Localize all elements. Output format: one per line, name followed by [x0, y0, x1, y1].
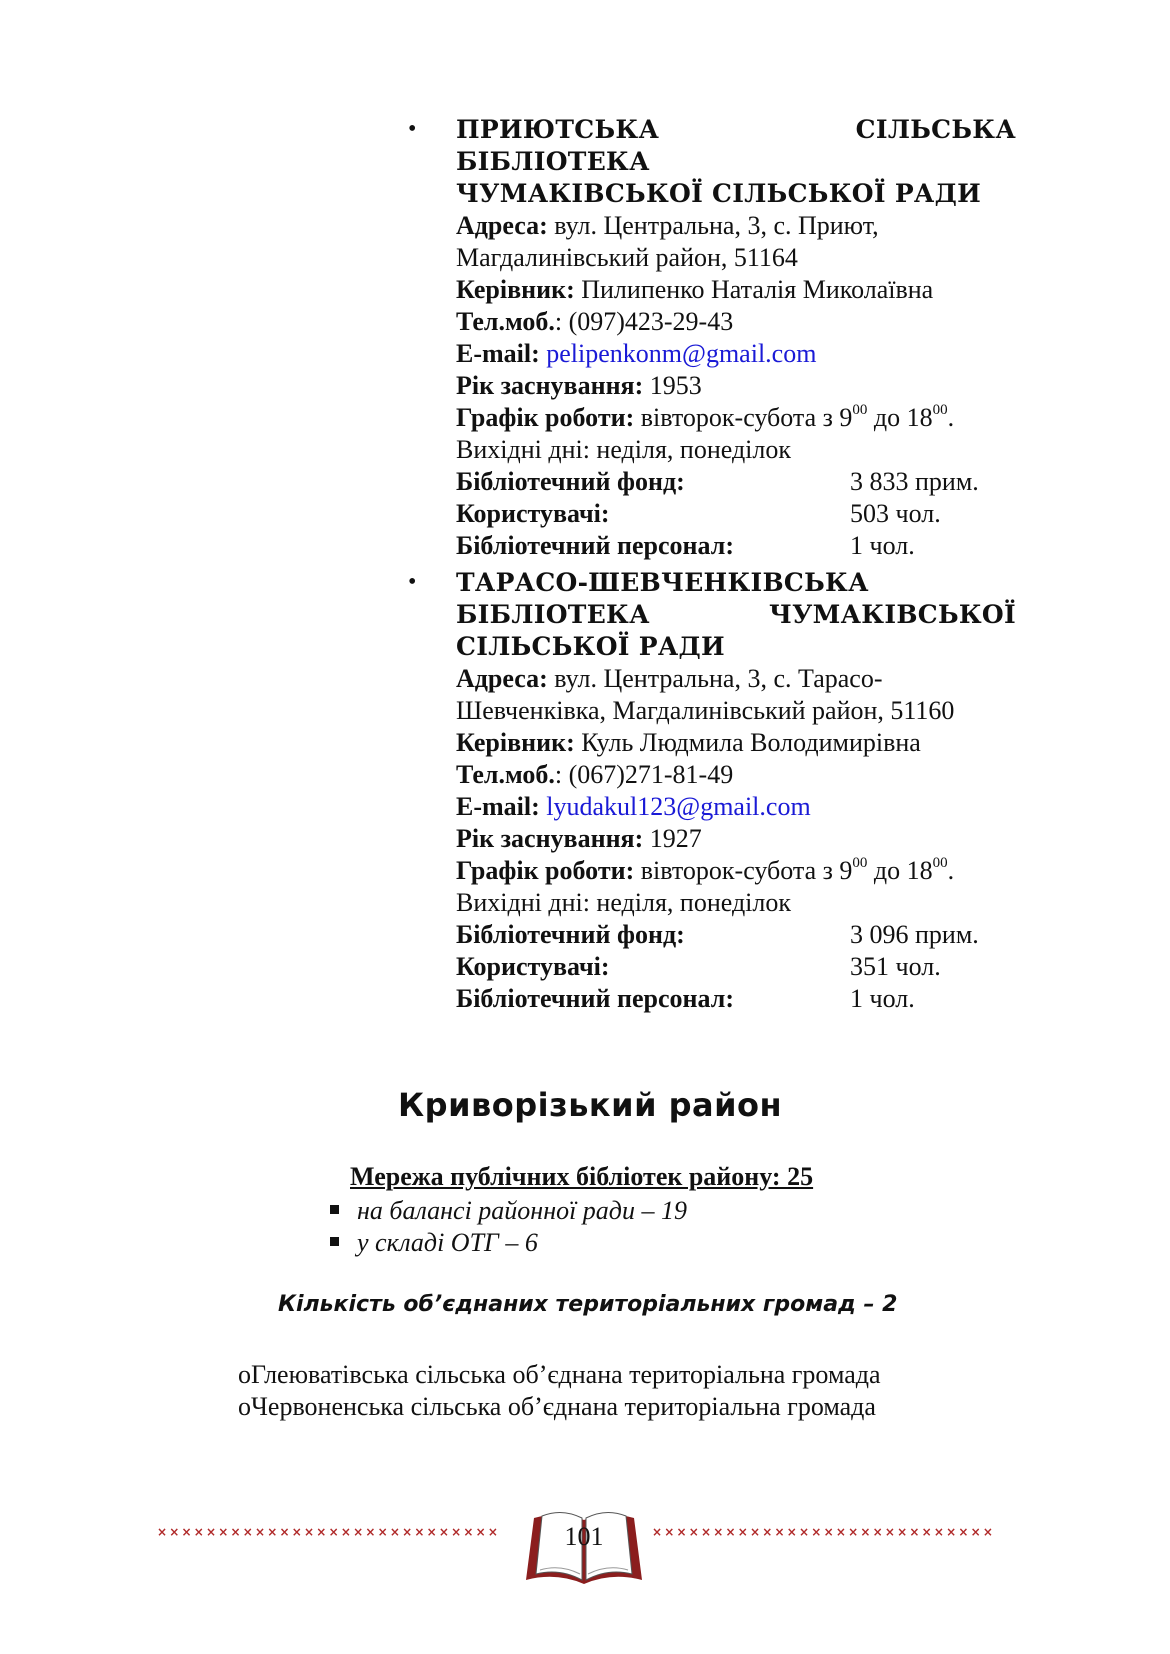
address-line-2: Шевченківка, Магдалинівський район, 51160	[456, 696, 955, 725]
stat-row: Користувачі: 351 чол.	[456, 952, 941, 981]
head-line: Керівник: Пилипенко Наталія Миколаївна	[456, 275, 934, 304]
footer-ornament-right: ××××××××××××××××××××××××××××	[652, 1525, 996, 1539]
address-line: Адреса: вул. Центральна, 3, с. Тарасо-	[456, 664, 883, 693]
title-line: ЧУМАКІВСЬКОЇ СІЛЬСЬКОЇ РАДИ	[456, 179, 982, 208]
network-item: на балансі районної ради – 19	[330, 1196, 687, 1226]
head-line: Керівник: Куль Людмила Володимирівна	[456, 728, 921, 757]
email-line: E-mail: lyudakul123@gmail.com	[456, 792, 811, 821]
stat-row: Бібліотечний фонд: 3 096 прим.	[456, 920, 979, 949]
page-number: 101	[564, 1522, 604, 1551]
days-off-line: Вихідні дні: неділя, понеділок	[456, 888, 792, 917]
bullet-icon: •	[408, 116, 417, 142]
schedule-line: Графік роботи: вівторок-субота з $9^{00}$ до $18^{00}$.	[456, 855, 955, 885]
stat-row: Бібліотечний персонал: 1 чол.	[456, 984, 915, 1013]
communities-count: Кількість об’єднаних територіальних громад – 2	[278, 1292, 898, 1317]
circle-bullet-icon: o	[238, 1360, 251, 1389]
library-entry-2	[408, 567, 1016, 1015]
bullet-icon: •	[408, 569, 417, 595]
email-link[interactable]: lyudakul123@gmail.com	[546, 792, 811, 821]
stat-row: Користувачі: 503 чол.	[456, 499, 941, 528]
community-item: oГлеюватівська сільська об’єднана територіальна громада	[238, 1360, 881, 1389]
network-title: Мережа публічних бібліотек району: 25	[350, 1162, 814, 1191]
email-line: E-mail: pelipenkonm@gmail.com	[456, 339, 817, 368]
title-line: БІБЛІОТЕКА ЧУМАКІВСЬКОЇ	[456, 600, 1016, 629]
phone-line: Тел.моб.: (067)271-81-49	[456, 760, 734, 789]
network-item: у складі ОТГ – 6	[330, 1228, 538, 1258]
phone-line: Тел.моб.: (097)423-29-43	[456, 307, 734, 336]
library-title	[456, 567, 1016, 663]
title-line: ТАРАСО-ШЕВЧЕНКІВСЬКА	[456, 568, 869, 597]
email-link[interactable]: pelipenkonm@gmail.com	[546, 339, 817, 368]
title-line: СІЛЬСЬКОЇ РАДИ	[456, 632, 725, 661]
schedule-line: Графік роботи: вівторок-субота з $9^{00}$ до $18^{00}$.	[456, 402, 955, 432]
square-bullet-icon	[330, 1237, 339, 1246]
days-off-line: Вихідні дні: неділя, понеділок	[456, 435, 792, 464]
founded-line: Рік заснування: 1927	[456, 824, 702, 853]
founded-line: Рік заснування: 1953	[456, 371, 702, 400]
circle-bullet-icon: o	[238, 1392, 251, 1421]
address-line-2: Магдалинівський район, 51164	[456, 243, 798, 272]
footer-ornament-left: ××××××××××××××××××××××××××××	[157, 1525, 501, 1539]
square-bullet-icon	[330, 1205, 339, 1214]
district-title: Криворізький район	[398, 1086, 783, 1124]
library-title	[456, 114, 1016, 210]
title-line: ПРИЮТСЬКА СІЛЬСЬКА БІБЛІОТЕКА	[456, 115, 1016, 176]
stat-row: Бібліотечний персонал: 1 чол.	[456, 531, 915, 560]
address-line: Адреса: вул. Центральна, 3, с. Приют,	[456, 211, 879, 240]
stat-row: Бібліотечний фонд: 3 833 прим.	[456, 467, 979, 496]
library-entry-1	[408, 114, 1016, 562]
community-item: oЧервоненська сільська об’єднана територіальна громада	[238, 1392, 876, 1421]
